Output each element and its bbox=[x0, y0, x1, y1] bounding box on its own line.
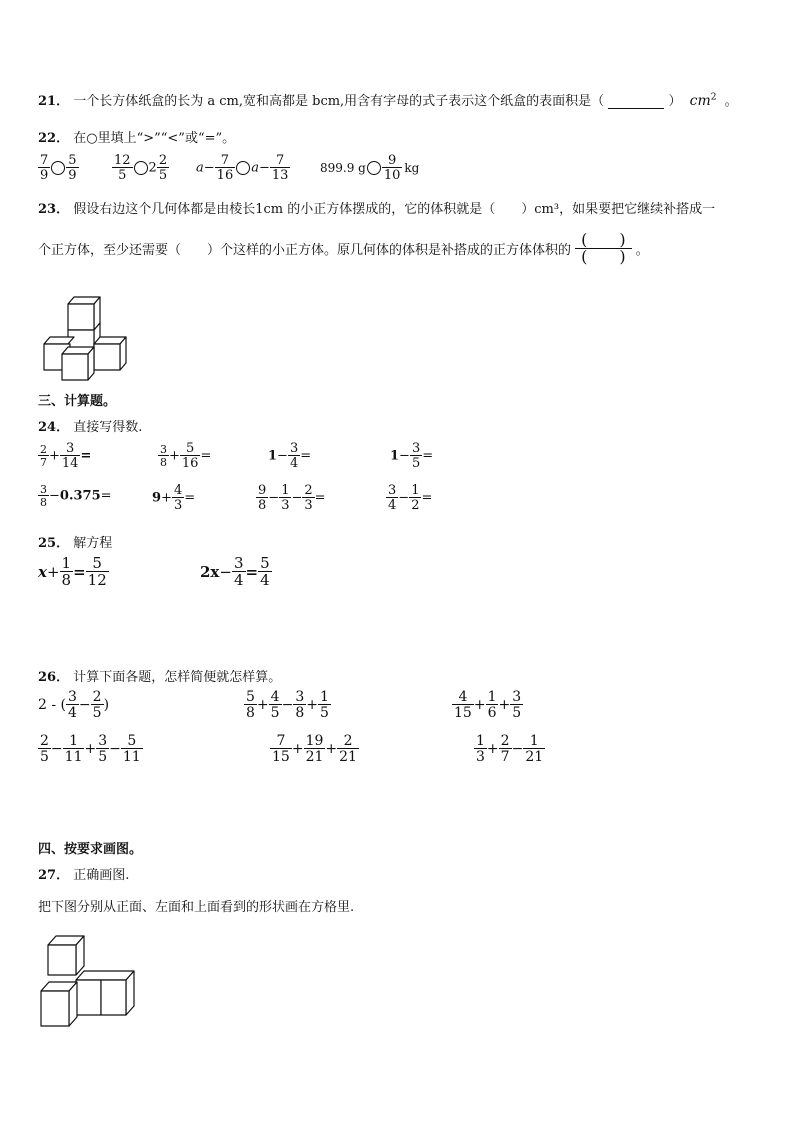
end-punct: 。 bbox=[635, 243, 649, 258]
denominator: 15 bbox=[454, 705, 472, 721]
denominator: 11 bbox=[64, 749, 83, 765]
compare-item-a bbox=[38, 154, 79, 182]
unit: cm bbox=[689, 93, 711, 109]
compare-item-b bbox=[112, 154, 169, 182]
question-text: 一个长方体纸盒的长为 a cm,宽和高都是 bcm,用含有字母的式子表示这个纸盒的表面积是（ bbox=[73, 94, 605, 109]
denominator: 8 bbox=[61, 571, 72, 589]
equation-1: x+ $\frac{1}{8}$ = $\frac{5}{12}$ bbox=[38, 554, 107, 589]
numerator: 19 bbox=[305, 733, 324, 749]
denominator: 5 bbox=[319, 705, 329, 721]
numerator: 5 bbox=[127, 733, 137, 749]
simplify-expr-5: $\frac{7}{15}$ + $\frac{19}{21}$ + $\frac{2}{21}$ bbox=[272, 733, 357, 765]
question-text: 在○里填上“>”“<”或“=”。 bbox=[73, 131, 236, 146]
numerator: 4 bbox=[173, 483, 183, 498]
decimal-value: 0.375 bbox=[59, 488, 101, 504]
numerator: 2 bbox=[304, 483, 313, 498]
denominator: 5 bbox=[92, 705, 102, 721]
variable: x bbox=[38, 563, 47, 581]
compare-circle[interactable] bbox=[134, 161, 148, 175]
unit-exponent: 2 bbox=[710, 92, 717, 103]
numerator: 5 bbox=[260, 554, 270, 572]
numerator: 9 bbox=[258, 483, 267, 498]
question-27-instruction: 把下图分别从正面、左面和上面看到的形状画在方格里. bbox=[38, 900, 355, 915]
question-text: 个正方体，至少还需要（ ）个这样的小正方体。原几何体的体积是补搭成的正方体体积的 bbox=[38, 243, 572, 258]
question-title: 计算下面各题，怎样简便就怎样算。 bbox=[73, 670, 282, 685]
numerator-blank[interactable]: ( ) bbox=[581, 230, 626, 249]
numerator: 12 bbox=[114, 153, 131, 168]
numerator: 2 bbox=[500, 733, 510, 749]
question-number: 22． bbox=[38, 131, 70, 146]
numerator: 1 bbox=[281, 483, 290, 498]
denominator: 4 bbox=[388, 498, 397, 513]
denominator-blank[interactable]: ( ) bbox=[575, 248, 632, 265]
numerator: 9 bbox=[387, 153, 397, 168]
denominator: 7 bbox=[40, 456, 47, 469]
unit: kg bbox=[404, 161, 420, 175]
denominator: 5 bbox=[270, 705, 280, 721]
numerator: 3 bbox=[295, 689, 305, 705]
question-number: 24． bbox=[38, 420, 70, 435]
numerator: 5 bbox=[68, 153, 77, 168]
whole-number: 1 bbox=[390, 448, 400, 464]
denominator: 5 bbox=[40, 749, 49, 765]
simplify-expr-1: 2 - ( $\frac{3}{4}$ − $\frac{2}{5}$ ) bbox=[38, 689, 110, 721]
equals-sign: = bbox=[100, 488, 112, 504]
variable-term: 2x bbox=[200, 563, 220, 581]
numerator: 5 bbox=[246, 689, 255, 705]
simplify-expr-2: $\frac{5}{8}$ + $\frac{4}{5}$ − $\frac{3}{8}$ + $\frac{1}{5}$ bbox=[246, 689, 329, 721]
variable: a bbox=[251, 160, 259, 176]
equals-sign: = bbox=[422, 448, 434, 464]
close-paren: ) bbox=[103, 697, 110, 713]
denominator: 3 bbox=[304, 498, 313, 513]
numerator: 7 bbox=[276, 733, 286, 749]
equals-sign: = bbox=[184, 490, 196, 506]
equals-sign: = bbox=[314, 490, 326, 506]
calc-24-6: 9+ $\frac{4}{3}$ = bbox=[152, 483, 196, 513]
denominator: 13 bbox=[271, 168, 289, 183]
numerator: 7 bbox=[40, 153, 49, 168]
denominator: 8 bbox=[295, 705, 305, 721]
question-title: 解方程 bbox=[73, 536, 113, 551]
question-24 bbox=[38, 416, 142, 435]
numerator: 1 bbox=[69, 733, 79, 749]
denominator: 21 bbox=[339, 749, 357, 765]
denominator: 8 bbox=[258, 498, 267, 513]
denominator: 21 bbox=[525, 749, 544, 765]
question-22 bbox=[38, 127, 235, 146]
question-27 bbox=[38, 864, 129, 883]
operator: − bbox=[258, 160, 270, 176]
denominator: 7 bbox=[500, 749, 510, 765]
numerator: 1 bbox=[487, 689, 497, 705]
variable: a bbox=[196, 160, 204, 176]
numerator: 3 bbox=[512, 689, 522, 705]
question-21 bbox=[38, 90, 738, 109]
compare-item-d bbox=[320, 154, 419, 182]
equals-sign: = bbox=[80, 448, 92, 464]
denominator: 14 bbox=[61, 456, 79, 471]
mass-value: 899.9 g bbox=[320, 161, 366, 175]
numerator: 5 bbox=[92, 554, 102, 572]
calc-24-1: $\frac{2}{7}$ + $\frac{3}{14}$ = bbox=[40, 441, 92, 471]
question-number: 23． bbox=[38, 202, 70, 217]
numerator: 1 bbox=[319, 689, 329, 705]
numerator: 1 bbox=[529, 733, 539, 749]
denominator: 4 bbox=[68, 705, 77, 721]
equation-2: 2x− $\frac{3}{4}$ = $\frac{5}{4}$ bbox=[200, 554, 270, 589]
calc-24-7: $\frac{9}{8}$ − $\frac{1}{3}$ − $\frac{2}{3}$ = bbox=[258, 483, 326, 513]
expr-lead: 2 - ( bbox=[38, 697, 66, 713]
numerator: 7 bbox=[276, 153, 285, 168]
denominator: 21 bbox=[305, 749, 324, 765]
denominator: 15 bbox=[272, 749, 290, 765]
denominator: 8 bbox=[40, 496, 47, 509]
cube-figure-2 bbox=[38, 932, 138, 1028]
denominator: 5 bbox=[98, 749, 108, 765]
numerator: 1 bbox=[411, 483, 420, 498]
numerator: 1 bbox=[61, 554, 72, 572]
denominator: 5 bbox=[512, 705, 522, 721]
equals-sign: = bbox=[300, 448, 312, 464]
denominator: 9 bbox=[68, 168, 77, 183]
numerator: 4 bbox=[458, 689, 468, 705]
denominator: 8 bbox=[246, 705, 255, 721]
calc-24-5: $\frac{3}{8}$ −0.375= bbox=[40, 483, 112, 509]
denominator: 3 bbox=[173, 498, 183, 513]
denominator: 5 bbox=[411, 456, 421, 471]
denominator: 4 bbox=[233, 571, 244, 589]
numerator: 3 bbox=[411, 441, 421, 456]
numerator: 2 bbox=[343, 733, 353, 749]
question-number: 26． bbox=[38, 670, 70, 685]
whole-number: 1 bbox=[268, 448, 278, 464]
denominator: 3 bbox=[281, 498, 290, 513]
operator: − bbox=[203, 160, 215, 176]
numerator: 3 bbox=[98, 733, 108, 749]
compare-item-c bbox=[196, 154, 290, 182]
calc-24-3: 1− $\frac{3}{4}$ = bbox=[268, 441, 312, 471]
end-punct: 。 bbox=[724, 94, 738, 109]
numerator: 2 bbox=[158, 153, 168, 168]
calc-24-8: $\frac{3}{4}$ − $\frac{1}{2}$ = bbox=[388, 483, 433, 513]
denominator: 2 bbox=[411, 498, 420, 513]
denominator: 8 bbox=[160, 456, 167, 469]
equals-sign: = bbox=[421, 490, 433, 506]
simplify-expr-6: $\frac{1}{3}$ + $\frac{2}{7}$ − $\frac{1}{21}$ bbox=[476, 733, 544, 765]
denominator: 12 bbox=[87, 571, 107, 589]
numerator: 4 bbox=[270, 689, 280, 705]
question-number: 25． bbox=[38, 536, 70, 551]
numerator: 3 bbox=[233, 554, 244, 572]
numerator: 3 bbox=[40, 483, 47, 496]
cube-figure-1 bbox=[40, 292, 130, 384]
denominator: 5 bbox=[158, 168, 168, 183]
numerator: 3 bbox=[66, 441, 75, 456]
compare-circle[interactable] bbox=[367, 161, 381, 175]
whole-number: 9 bbox=[152, 490, 162, 506]
simplify-expr-3: $\frac{4}{15}$ + $\frac{1}{6}$ + $\frac{3}{5}$ bbox=[454, 689, 522, 721]
denominator: 4 bbox=[289, 456, 299, 471]
denominator: 16 bbox=[216, 168, 234, 183]
question-26 bbox=[38, 666, 281, 685]
close-paren: ） bbox=[668, 94, 682, 109]
section-3-heading: 三、计算题。 bbox=[38, 394, 117, 409]
denominator: 3 bbox=[476, 749, 485, 765]
section-4-heading: 四、按要求画图。 bbox=[38, 842, 143, 857]
denominator: 5 bbox=[112, 167, 133, 182]
whole-part: 2 bbox=[148, 160, 157, 176]
numerator: 3 bbox=[160, 443, 167, 456]
equals-sign: = bbox=[200, 448, 212, 464]
denominator: 16 bbox=[181, 456, 199, 471]
compare-circle[interactable] bbox=[236, 161, 250, 175]
question-number: 27． bbox=[38, 868, 70, 883]
numerator: 3 bbox=[388, 483, 397, 498]
numerator: 3 bbox=[68, 689, 77, 705]
question-23-line1 bbox=[38, 198, 715, 217]
numerator: 1 bbox=[476, 733, 485, 749]
denominator: 11 bbox=[122, 749, 141, 765]
numerator: 3 bbox=[289, 441, 299, 456]
answer-blank[interactable] bbox=[608, 96, 664, 109]
question-title: 直接写得数. bbox=[73, 420, 143, 435]
numerator: 2 bbox=[40, 733, 49, 749]
compare-circle[interactable] bbox=[51, 161, 65, 175]
numerator: 2 bbox=[40, 443, 47, 456]
numerator: 7 bbox=[220, 153, 230, 168]
simplify-expr-4: $\frac{2}{5}$ − $\frac{1}{11}$ + $\frac{3}{5}$ − $\frac{5}{11}$ bbox=[40, 733, 141, 765]
numerator: 2 bbox=[92, 689, 102, 705]
calc-24-4: 1− $\frac{3}{5}$ = bbox=[390, 441, 434, 471]
question-text: 假设右边这个几何体都是由棱长1cm 的小正方体摆成的，它的体积就是（ ）cm³，如果要把它继续补搭成一 bbox=[73, 202, 716, 217]
fraction-blank[interactable] bbox=[575, 232, 632, 265]
question-25 bbox=[38, 532, 112, 551]
question-23-line2 bbox=[38, 232, 649, 265]
denominator: 4 bbox=[260, 571, 270, 589]
question-number: 21． bbox=[38, 94, 70, 109]
numerator: 5 bbox=[186, 441, 195, 456]
calc-24-2: $\frac{3}{8}$ + $\frac{5}{16}$ = bbox=[160, 441, 212, 471]
denominator: 6 bbox=[487, 705, 497, 721]
denominator: 9 bbox=[40, 168, 49, 183]
denominator: 10 bbox=[383, 168, 401, 183]
question-title: 正确画图. bbox=[73, 868, 130, 883]
